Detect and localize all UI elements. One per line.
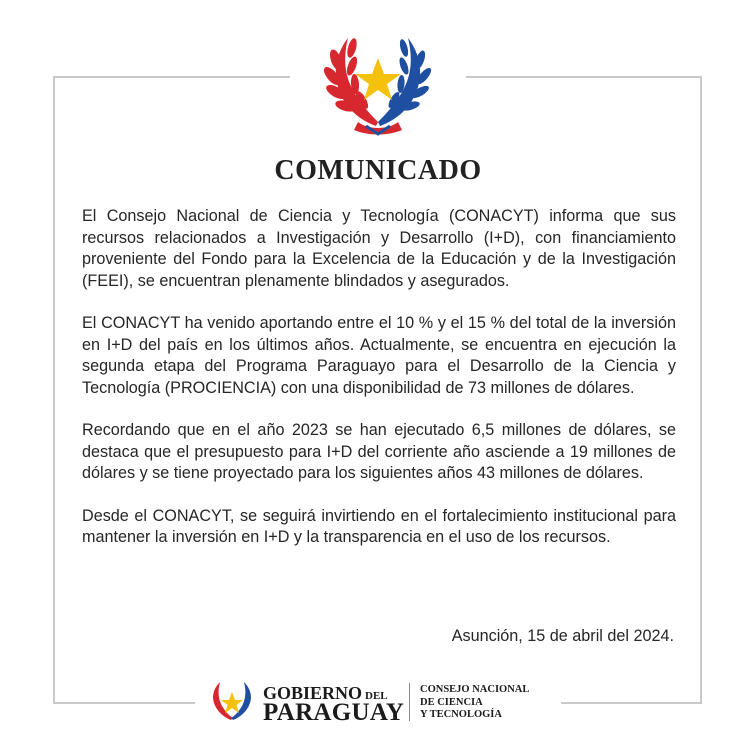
paraguay-coat-of-arms-icon xyxy=(318,30,438,138)
footer-logos xyxy=(205,680,565,726)
gobierno-text: GOBIERNO xyxy=(263,683,363,703)
del-text: DEL xyxy=(365,690,388,702)
signoff-date: Asunción, 15 de abril del 2024. xyxy=(451,627,674,645)
paragraph-1: El Consejo Nacional de Ciencia y Tecnología (CONACYT) informa que sus recursos relacionados a Investigación y Desarrollo (I+D), con financiamiento proveniente del Fondo para la Excelencia de la Educación y de la Investigación (FEEI), se encuentran plenamente blindados y asegurados. xyxy=(82,207,676,290)
conacyt-line-2: DE CIENCIA xyxy=(420,696,483,708)
paraguay-label: PARAGUAY xyxy=(263,699,405,726)
paragraph-4: Desde el CONACYT, se seguirá invirtiendo en el fortalecimiento institucional para mantener la inversión en I+D y la transparencia en el uso de los recursos. xyxy=(82,506,676,546)
communique-body xyxy=(82,206,676,570)
conacyt-line-3: Y TECNOLOGÍA xyxy=(420,709,502,720)
page-title: COMUNICADO xyxy=(274,155,482,186)
paragraph-3: Recordando que en el año 2023 se han ejecutado 6,5 millones de dólares, se destaca que el presupuesto para I+D del corriente año asciende a 19 millones de dólares y se tiene proyectado para los siguientes años 43 millones de dólares. xyxy=(82,421,676,482)
government-seal-icon xyxy=(207,680,257,724)
footer-divider xyxy=(409,683,410,721)
conacyt-line-1: CONSEJO NACIONAL xyxy=(420,684,530,695)
paragraph-2: El CONACYT ha venido aportando entre el 10 % y el 15 % del total de la inversión en I+D del país en los últimos años. Actualmente, se encuentra en ejecución la segunda etapa del Programa Paraguayo para el Desarrollo de la Ciencia y Tecnología (PROCIENCIA) con una disponibilidad de 73 millones de dólares. xyxy=(82,314,676,397)
conacyt-logo-text xyxy=(420,684,529,722)
